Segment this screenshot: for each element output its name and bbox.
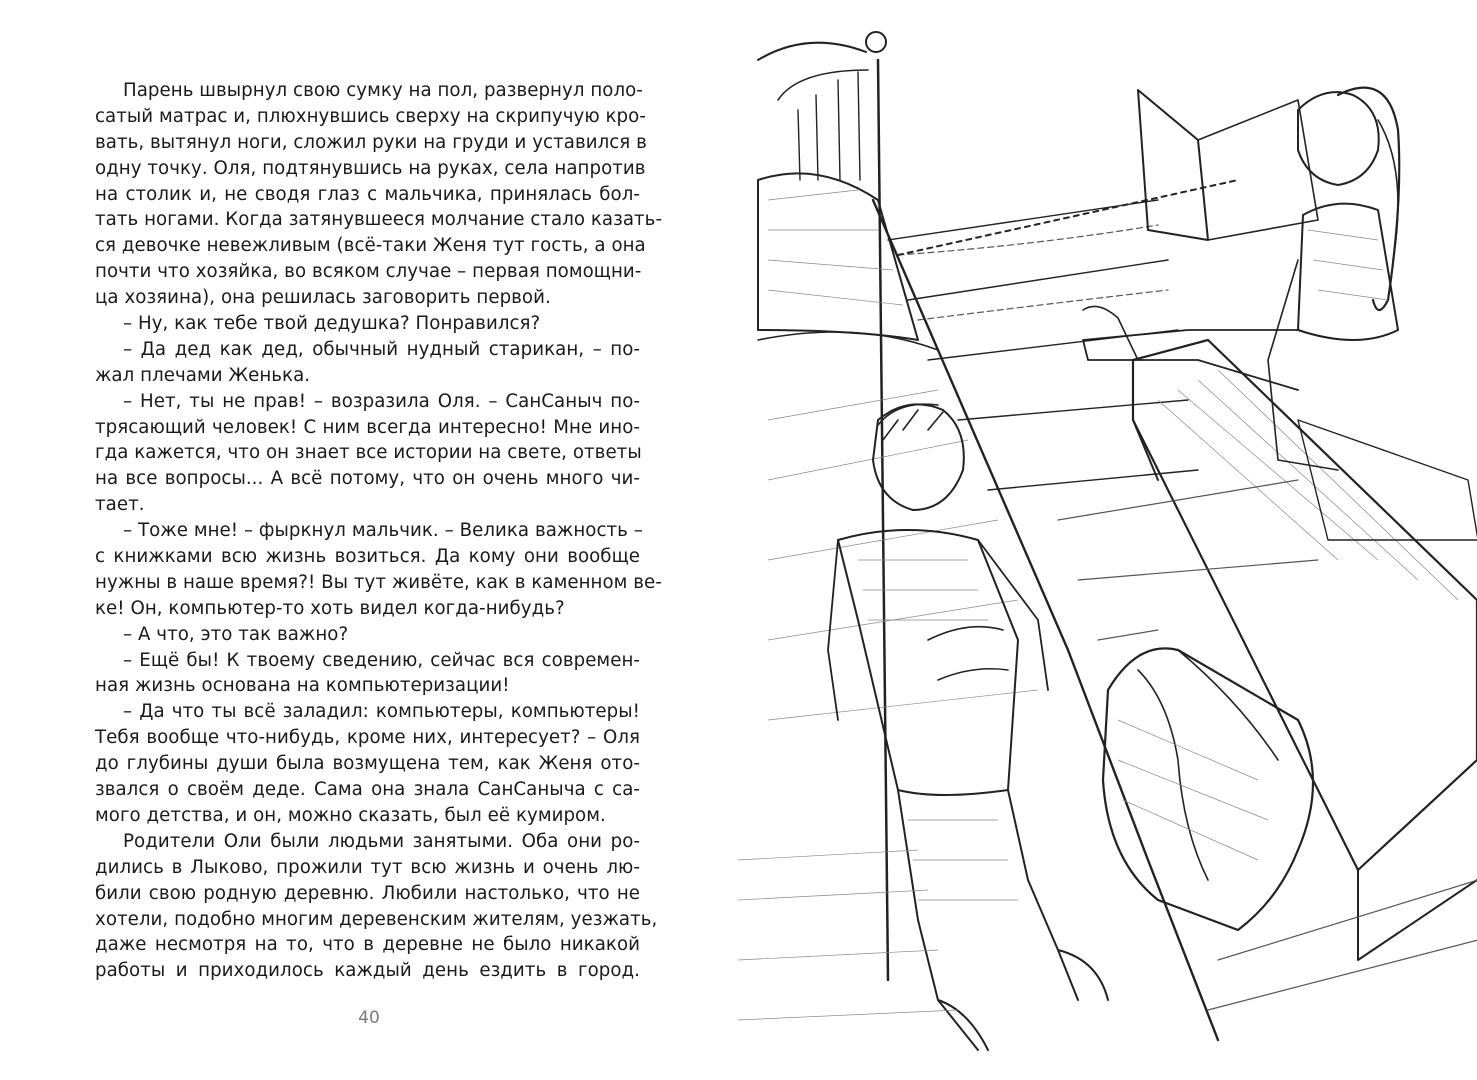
text-line: звался о своём деде. Сама она знала СанСаныча с са- (95, 779, 640, 801)
text-line: ся девочке невежливым (всё-таки Женя тут гость, а она (95, 235, 646, 257)
text-line: трясающий человек! С ним всегда интересно! Мне ино- (95, 416, 640, 438)
text-line: ная жизнь основана на компьютеризации! (95, 675, 510, 697)
girl-drawing (1083, 88, 1399, 470)
text-line: – Нет, ты не прав! – возразила Оля. – СанСаныч по- (123, 390, 640, 412)
text-line: до глубины души была возмущена тем, как Женя ото- (95, 753, 640, 775)
text-line: даже несмотря на то, что в деревне не было никакой (95, 934, 640, 956)
text-line: хотели, подобно многим деревенским жителям, уезжать, (95, 908, 658, 930)
text-line: почти что хозяйка, во всяком случае – первая помощни- (95, 261, 642, 283)
text-line: – Да что ты всё заладил: компьютеры, компьютеры! (123, 701, 640, 723)
illustration (738, 0, 1477, 1080)
text-line: – Ещё бы! К твоему сведению, сейчас вся современ- (123, 649, 640, 671)
text-line: сатый матрас и, плюхнувшись сверху на скрипучую кро- (95, 105, 646, 127)
text-line: Парень швырнул свою сумку на пол, развернул поло- (123, 80, 643, 101)
text-line: работы и приходилось каждый день ездить в город. (95, 960, 640, 982)
text-line: ке! Он, компьютер-то хоть видел когда-нибудь? (95, 597, 565, 619)
body-text (95, 78, 663, 984)
text-line: с книжками всю жизнь возиться. Да кому они вообще (95, 546, 640, 568)
page-number: 40 (358, 1008, 380, 1028)
text-line: гда кажется, что он знает все истории на свете, ответы (95, 442, 642, 464)
text-line: – А что, это так важно? (123, 623, 349, 645)
text-line: Тебя вообще что-нибудь, кроме них, интересует? – Оля (95, 727, 640, 749)
text-line: – Да дед как дед, обычный нудный старикан, – по- (123, 338, 640, 360)
text-line: – Ну, как тебе твой дедушка? Понравился? (123, 313, 541, 335)
text-line: мого детства, и он, можно сказать, был её кумиром. (95, 804, 606, 826)
text-line: били свою родную деревню. Любили настолько, что не (95, 882, 640, 904)
text-line: дились в Лыково, прожили тут всю жизнь и очень лю- (95, 856, 640, 878)
text-line: тать ногами. Когда затянувшееся молчание стало казать- (95, 209, 663, 231)
floor-drawing (738, 480, 1477, 1020)
text-line: на столик и, не сводя глаз с мальчика, принялась бол- (95, 183, 640, 205)
text-line: – Тоже мне! – фыркнул мальчик. – Велика важность – (123, 520, 643, 542)
text-line: нужны в наше время?! Вы тут живёте, как в каменном ве- (95, 571, 662, 593)
text-line: Родители Оли были людьми занятыми. Оба они ро- (123, 830, 640, 852)
right-page (738, 0, 1477, 1080)
backpack-drawing (1103, 648, 1313, 930)
text-line: тает. (95, 494, 145, 516)
text-line: вать, вытянул ноги, сложил руки на груди и уставился в (95, 131, 647, 153)
bed-frame-drawing (758, 32, 1238, 1040)
text-line: жал плечами Женька. (95, 364, 311, 386)
text-line: на все вопросы... А всё потому, что он очень много чи- (95, 468, 640, 490)
left-page (0, 0, 738, 1080)
text-line: ца хозяина), она решилась заговорить первой. (95, 287, 551, 309)
text-line: одну точку. Оля, подтянувшись на руках, села напротив (95, 157, 646, 179)
